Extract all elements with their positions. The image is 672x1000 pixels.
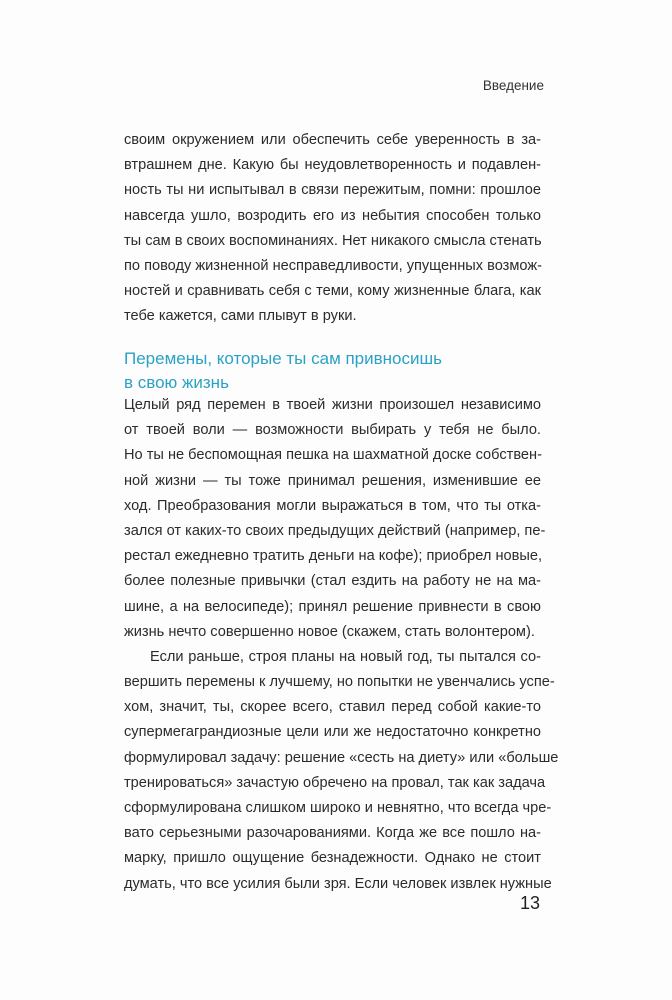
text-line: ность ты ни испытывал в связи пережитым, помни: прошлое <box>124 182 541 199</box>
text-line: зался от каких-то своих предыдущих действий (например, пе- <box>124 522 546 539</box>
text-line: навсегда ушло, возродить его из небытия способен только <box>124 207 541 224</box>
body-text <box>124 393 559 897</box>
text-line: ной жизни — ты тоже принимал решения, изменившие ее <box>124 472 541 489</box>
text-line: ход. Преобразования могли выражаться в том, что ты отка- <box>124 497 541 514</box>
text-line: формулировал задачу: решение «сесть на диету» или «больше <box>124 749 559 766</box>
text-line: вершить перемены к лучшему, но попытки не увенчались успе- <box>124 674 555 691</box>
running-head: Введение <box>482 78 544 93</box>
text-line: от твоей воли — возможности выбирать у тебя не было. <box>124 422 541 439</box>
text-line: более полезные привычки (стал ездить на работу не на ма- <box>124 573 541 590</box>
section-heading-line: в свою жизнь <box>124 373 229 392</box>
text-line: думать, что все усилия были зря. Если человек извлек нужные <box>124 875 552 892</box>
text-line: хом, значит, ты, скорее всего, ставил перед собой какие-то <box>124 699 541 716</box>
text-line: сформулирована слишком широко и невнятно, что всегда чре- <box>124 800 552 816</box>
paragraph-1 <box>124 128 541 330</box>
section-heading <box>124 347 544 395</box>
section-heading-line: Перемены, которые ты сам привносишь <box>124 349 443 368</box>
text-line: втрашнем дне. Какую бы неудовлетворенность и подавлен- <box>124 157 541 174</box>
page-number: 13 <box>519 893 540 913</box>
text-line: Целый ряд перемен в твоей жизни произошел независимо <box>124 397 541 413</box>
text-line: рестал ежедневно тратить деньги на кофе); приобрел новые, <box>124 548 543 565</box>
text-line: марку, пришло ощущение безнадежности. Однако не стоит <box>124 850 541 867</box>
text-line: тренироваться» зачастую обречено на провал, так как задача <box>124 774 546 791</box>
text-line: вато серьезными разочарованиями. Когда же все пошло на- <box>124 825 541 842</box>
text-line: по поводу жизненной несправедливости, упущенных возмож- <box>124 257 542 274</box>
text-line: супермегаграндиозные цели или же недостаточно конкретно <box>124 724 541 741</box>
text-line: тебе кажется, сами плывут в руки. <box>124 308 357 325</box>
text-line: жизнь нечто совершенно новое (скажем, стать волонтером). <box>124 623 535 640</box>
text-line: ты сам в своих воспоминаниях. Нет никакого смысла стенать <box>124 232 542 249</box>
text-line: шине, а на велосипеде); принял решение привнести в свою <box>124 598 541 615</box>
text-line: ностей и сравнивать себя с теми, кому жизненные блага, как <box>124 283 541 300</box>
text-line: Если раньше, строя планы на новый год, ты пытался со- <box>150 648 541 665</box>
text-line: своим окружением или обеспечить себе уверенность в за- <box>124 132 541 148</box>
text-line: Но ты не беспомощная пешка на шахматной доске собствен- <box>124 447 542 464</box>
